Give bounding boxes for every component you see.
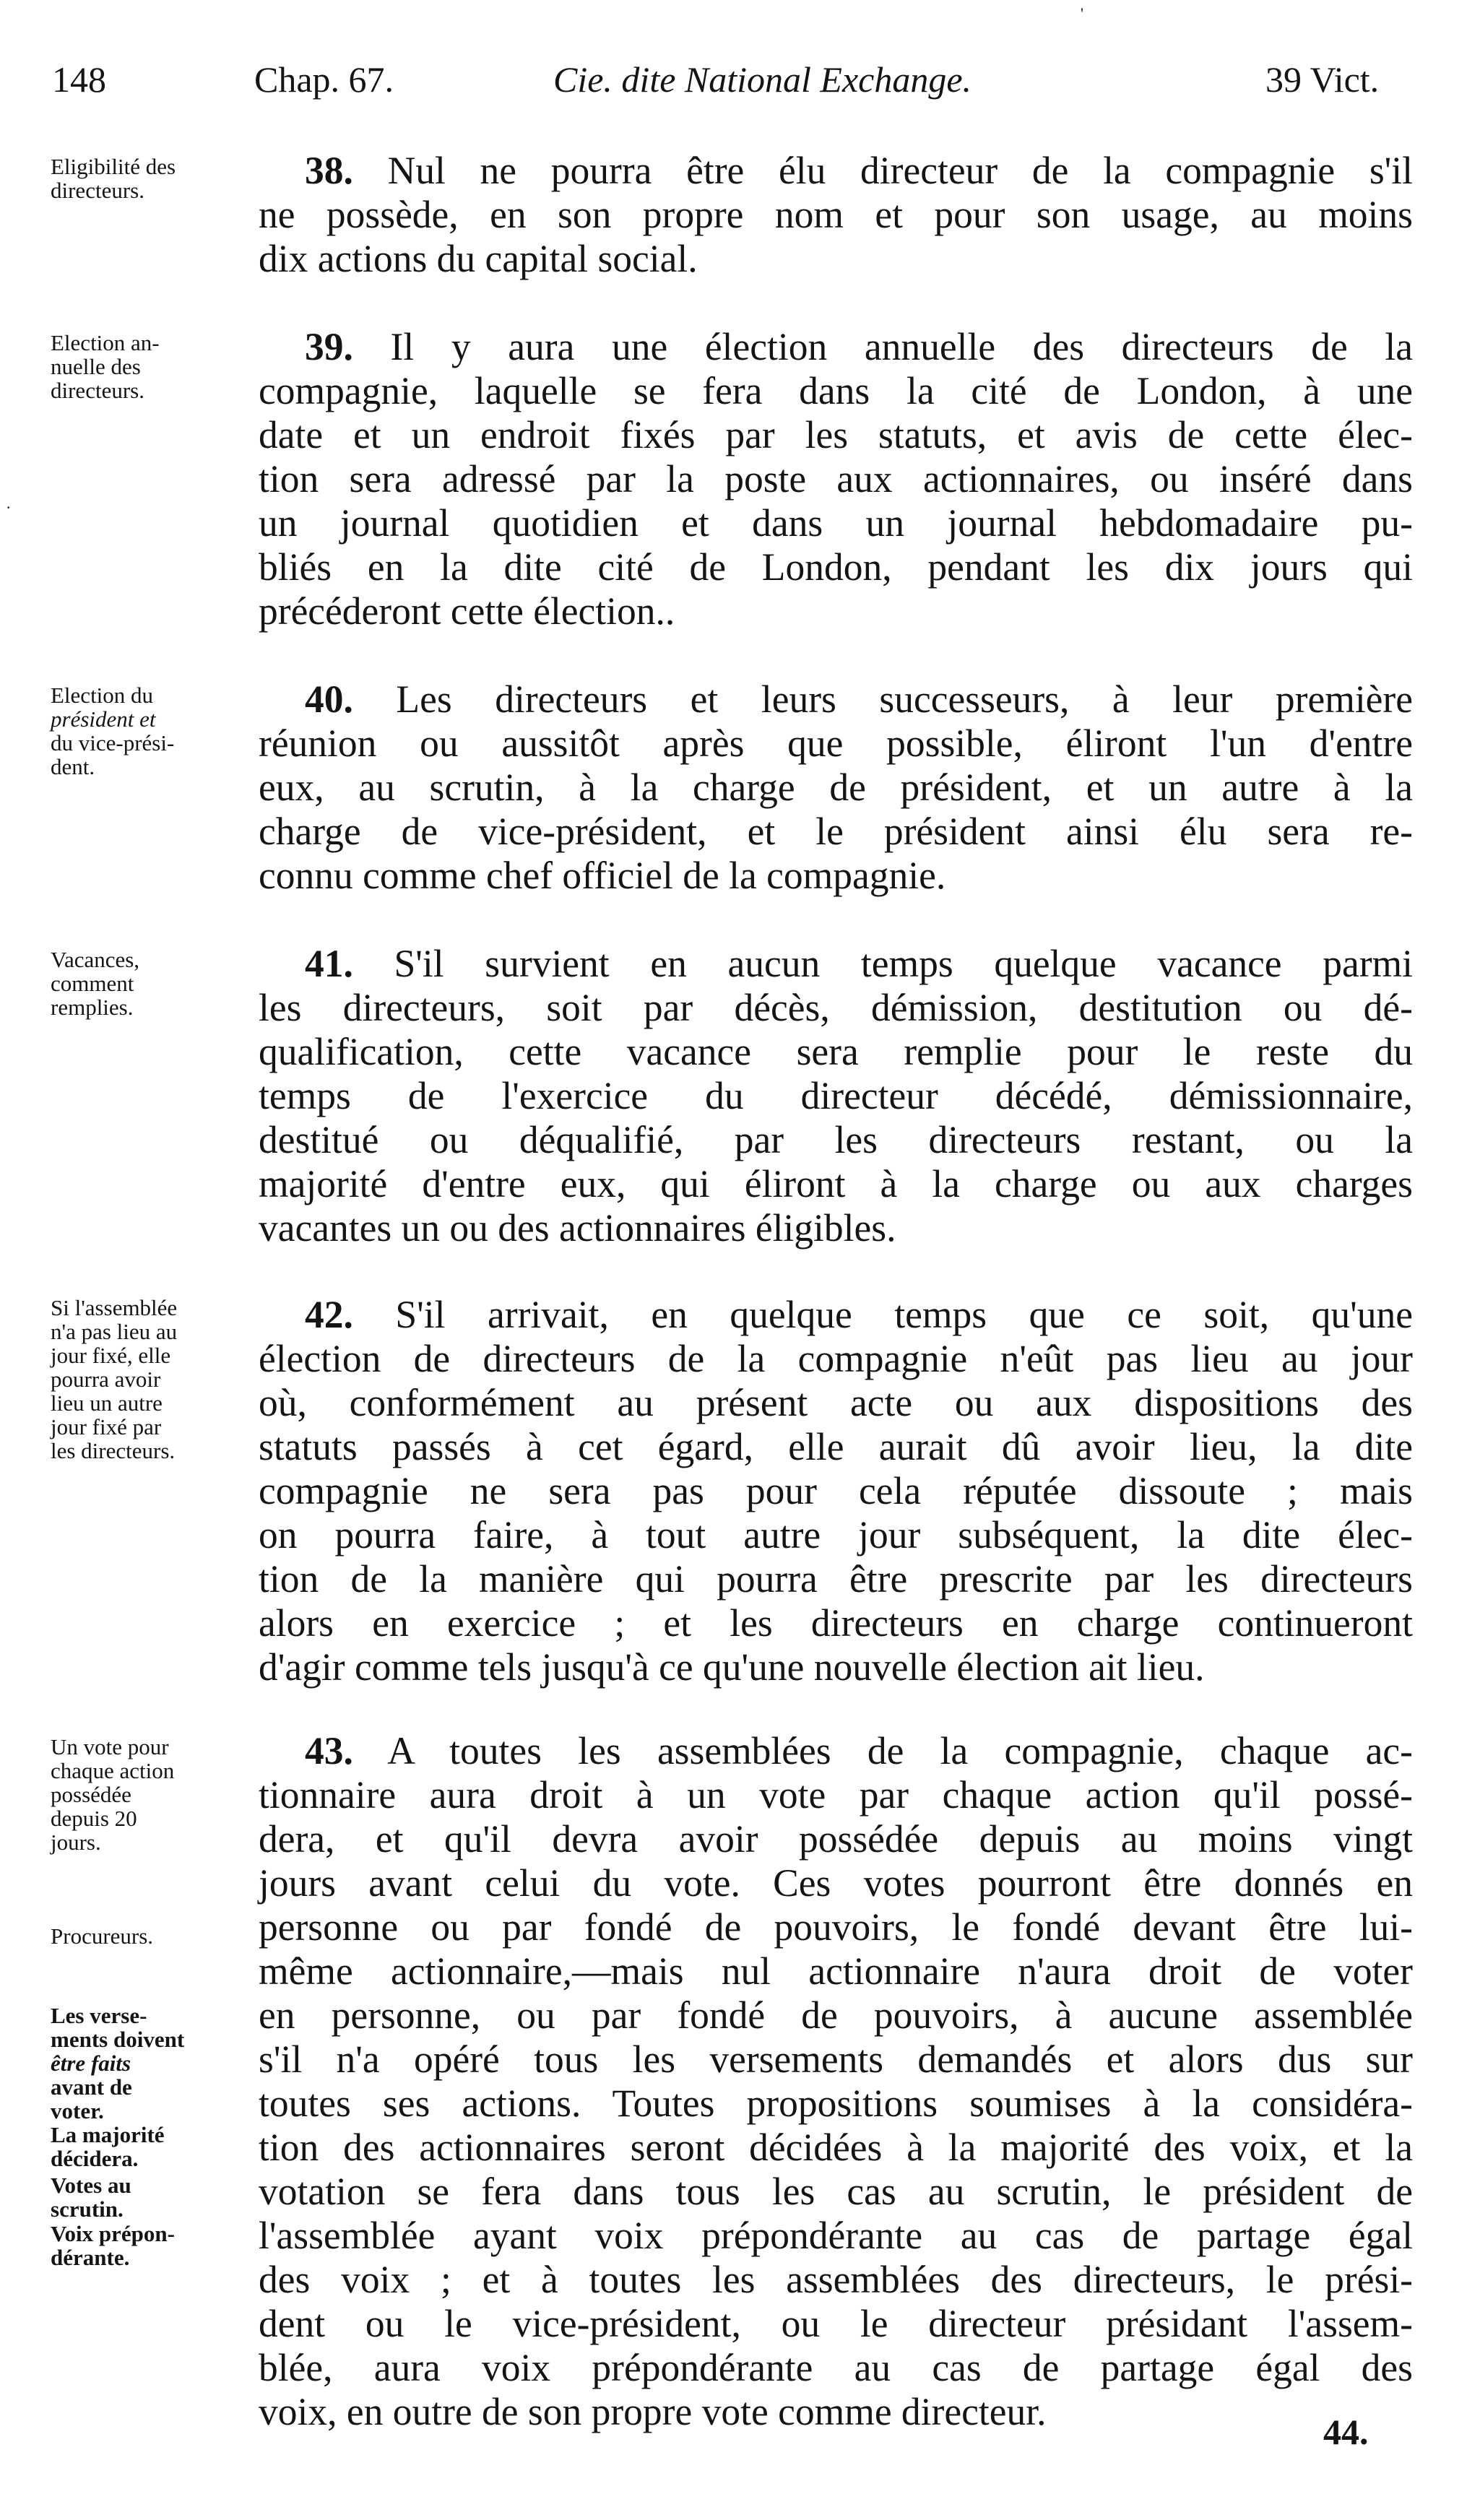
margin-note: Procureurs. [51, 1923, 154, 1949]
margin-note: Vacances, comment remplies. [51, 947, 140, 1020]
section-number: 38. [305, 149, 353, 192]
section-text: 41. S'il survient en aucun temps quelque vacance parmi les directeurs, soit par décès, démission, destitution ou dé- qualification, cette vacance sera remplie pour le reste du temps de l'exercice du directeur décédé, démissionnaire, destitué ou déqualifié, par les directeurs restant, ou la majorité d'entre eux, qui éliront à la charge ou aux charges vacantes un ou des actionnaires éligibles. [259, 942, 1413, 1250]
margin-note: Les verse- ments doivent être faits avant de voter. [51, 2003, 185, 2123]
page-number: 148 [52, 59, 106, 100]
catchword: 44. [1323, 2412, 1369, 2452]
margin-note: Votes au scrutin. [51, 2173, 131, 2222]
section-number: 40. [305, 677, 353, 721]
margin-note: Election an- nuelle des directeurs. [51, 330, 160, 403]
stray-mark: · [6, 498, 12, 516]
section-text: 43. A toutes les assemblées de la compagnie, chaque ac- tionnaire aura droit à un vote par chaque action qu'il possé- dera, et qu'il devra avoir possédée depuis au moins vingt jours avant celui du vote. Ces votes pourront être donnés en personne ou par fondé de pouvoirs, le fondé devant être lui- même actionnaire,—mais nul actionnaire n'aura droit de voter en personne, ou par fondé de pouvoirs, à aucune assemblée s'il n'a opéré tous les versements demandés et alors dus sur toutes ses actions. Toutes propositions soumises à la considéra- tion des actionnaires seront décidées à la majorité des voix, et la votation se fera dans tous les cas au scrutin, le président de l'assemblée ayant voix prépondérante au cas de partage égal des voix ; et à toutes les assemblées des directeurs, le prési- dent ou le vice-président, ou le directeur présidant l'assem- blée, aura voix prépondérante au cas de partage égal des voix, en outre de son propre vote comme directeur. [259, 1729, 1413, 2433]
section-number: 42. [305, 1293, 353, 1336]
section-number: 43. [305, 1729, 353, 1772]
section-text: 38. Nul ne pourra être élu directeur de la compagnie s'il ne possède, en son propre nom et pour son usage, au moins dix actions du capital social. [259, 149, 1414, 280]
stray-mark: ' [1081, 4, 1083, 22]
section-text: 40. Les directeurs et leurs successeurs, à leur première réunion ou aussitôt après que possible, éliront l'un d'entre eux, au scrutin, à la charge de président, et un autre à la charge de vice-président, et le président ainsi élu sera re- connu comme chef officiel de la compagnie. [259, 677, 1413, 897]
running-header [0, 51, 1467, 108]
section-text: 39. Il y aura une élection annuelle des directeurs de la compagnie, laquelle se fera dans la cité de London, à une date et un endroit fixés par les statuts, et avis de cette élec- tion sera adressé par la poste aux actionnaires, ou inséré dans un journal quotidien et dans un journal hebdomadaire pu- bliés en la dite cité de London, pendant les dix jours qui précéderont cette élection.. [259, 325, 1413, 633]
section-number: 41. [305, 942, 353, 985]
margin-note: Un vote pour chaque action possédée depuis 20 jours. [51, 1734, 175, 1855]
margin-note: La majorité décidera. [51, 2122, 165, 2171]
regnal-year: 39 Vict. [1265, 59, 1380, 100]
running-title: Cie. dite National Exchange. [553, 59, 972, 100]
margin-note: Election du président et du vice-prési- dent. [51, 683, 175, 779]
margin-note: Eligibilité des directeurs. [51, 154, 176, 203]
margin-note: Si l'assemblée n'a pas lieu au jour fixé, elle pourra avoir lieu un autre jour fixé par les directeurs. [51, 1295, 178, 1463]
section-text: 42. S'il arrivait, en quelque temps que ce soit, qu'une élection de directeurs de la compagnie n'eût pas lieu au jour où, conformément au présent acte ou aux dispositions des statuts passés à cet égard, elle aurait dû avoir lieu, la dite compagnie ne sera pas pour cela réputée dissoute ; mais on pourra faire, à tout autre jour subséquent, la dite élec- tion de la manière qui pourra être prescrite par les directeurs alors en exercice ; et les directeurs en charge continueront d'agir comme tels jusqu'à ce qu'une nouvelle élection ait lieu. [259, 1293, 1414, 1689]
section-number: 39. [305, 325, 353, 368]
chapter-label: Chap. 67. [254, 59, 394, 100]
margin-note: Voix prépon- dérante. [51, 2221, 175, 2270]
